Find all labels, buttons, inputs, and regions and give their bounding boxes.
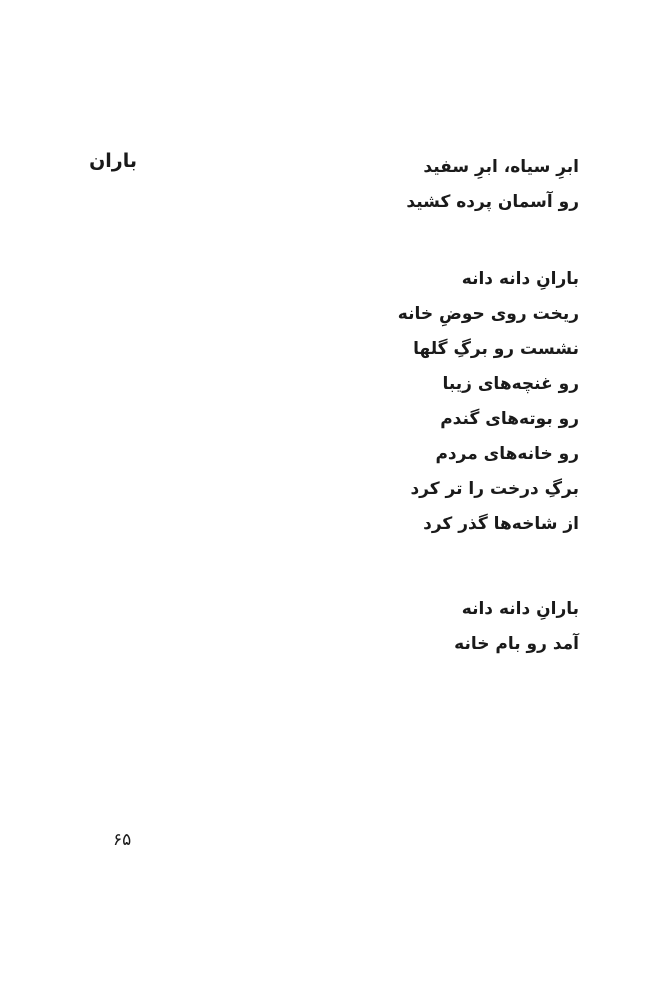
poem-line: رو غنچه‌های زیبا [442, 374, 579, 394]
poem-line: رو آسمان پرده کشید [406, 192, 579, 212]
poem-line: ابرِ سیاه، ابرِ سفید [423, 157, 579, 177]
poem-line: ریخت روی حوضِ خانه [397, 304, 579, 324]
page-number: ۶۵ [113, 830, 132, 850]
poem-stanza-1 [406, 150, 579, 220]
poem-stanza-2 [398, 262, 579, 542]
poem-line: بارانِ دانه دانه [461, 269, 579, 289]
poem-title: باران [89, 150, 137, 172]
poem-line: بارانِ دانه دانه [461, 599, 579, 619]
poem-line: آمد رو بام خانه [454, 634, 579, 654]
poem-line: رو خانه‌های مردم [435, 444, 579, 464]
poem-line: رو بوته‌های گندم [440, 409, 579, 429]
poem-stanza-3 [454, 592, 579, 662]
poem-line: از شاخه‌ها گذر کرد [423, 514, 579, 534]
poem-line: نشست رو برگِ گلها [413, 339, 579, 359]
poem-line: برگِ درخت را تر کرد [410, 479, 579, 499]
